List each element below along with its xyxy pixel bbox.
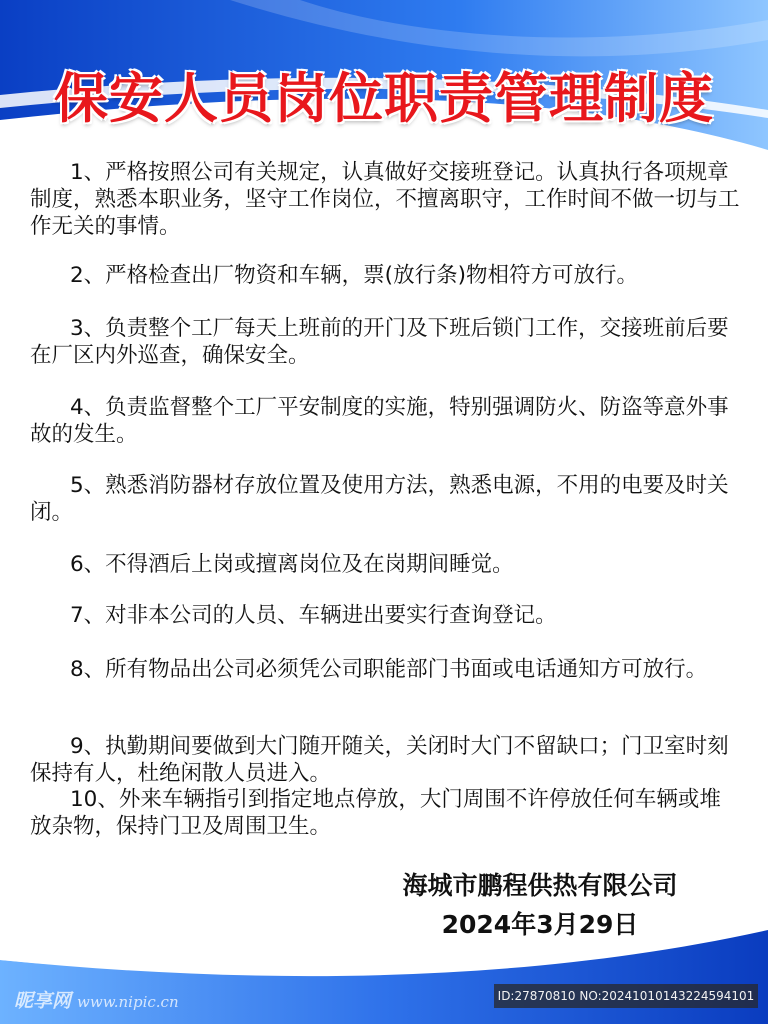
clause-10: 10、外来车辆指引到指定地点停放，大门周围不许停放任何车辆或堆放杂物，保持门卫及周围卫生。: [30, 787, 721, 839]
clause-8: 8、所有物品出公司必须凭公司职能部门书面或电话通知方可放行。: [70, 657, 708, 682]
clause-6: 6、不得酒后上岗或擅离岗位及在岗期间睡觉。: [70, 552, 514, 577]
clause-3: 3、负责整个工厂每天上班前的开门及下班后锁门工作，交接班前后要在厂区内外巡查，确保安全。: [30, 316, 729, 368]
clause-1: 1、严格按照公司有关规定，认真做好交接班登记。认真执行各项规章制度，熟悉本职业务，坚守工作岗位，不擅离职守，工作时间不做一切与工作无关的事情。: [30, 160, 740, 239]
clause-9: 9、执勤期间要做到大门随开随关，关闭时大门不留缺口；门卫室时刻保持有人，杜绝闲散人员进入。: [30, 734, 729, 786]
clause-7: 7、对非本公司的人员、车辆进出要实行查询登记。: [70, 603, 557, 628]
signature-date: 2024年3月29日: [441, 910, 639, 939]
clause-4: 4、负责监督整个工厂平安制度的实施，特别强调防火、防盗等意外事故的发生。: [30, 395, 729, 447]
page-title: 保安人员岗位职责管理制度: [54, 67, 714, 130]
signature-company: 海城市鹏程供热有限公司: [402, 871, 678, 900]
watermark-logo: [14, 986, 179, 1013]
watermark-brand: 昵享网: [14, 990, 72, 1012]
clause-2: 2、严格检查出厂物资和车辆，票(放行条)物相符方可放行。: [70, 263, 638, 288]
image-id-tag: ID:27870810 NO:20241010143224594101: [494, 984, 758, 1008]
clause-5: 5、熟悉消防器材存放位置及使用方法，熟悉电源，不用的电要及时关闭。: [30, 473, 729, 525]
watermark-url: www.nipic.cn: [77, 993, 179, 1011]
